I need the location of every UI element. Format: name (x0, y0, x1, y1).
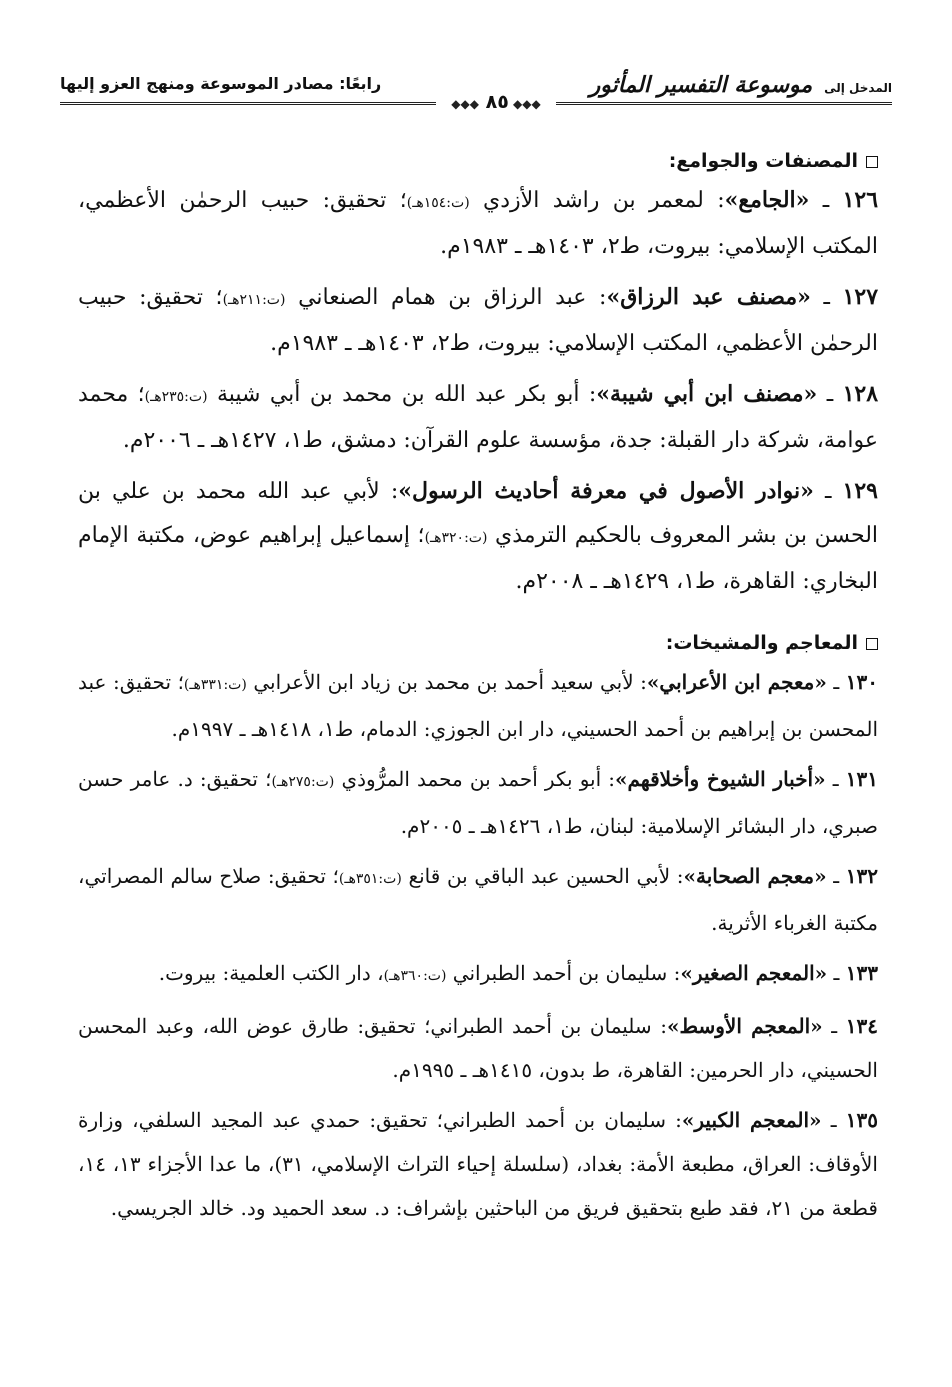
entry-number: ١٢٨ (842, 381, 879, 407)
death-date: (ت:٣٥١هـ) (338, 871, 402, 887)
entry-number: ١٣١ (845, 767, 878, 791)
death-date: (ت:٢١١هـ) (222, 292, 286, 308)
entry-text: : سليمان بن أحمد الطبراني؛ تحقيق: حمدي عبد المجيد السلفي، وزارة الأوقاف: العراق، مطبعة الأمة: بغداد، (سلسلة إحياء التراث الإسلامي، ٣١)، ما عدا الأجزاء ١٣، ١٤، قطعة من ٢١، فقد طبع بتحقيق فريق من الباحثين بإشراف: د. سعد الحميد ود. خالد الجريسي. (78, 1108, 878, 1220)
bibliography-entry: ١٣٣ ـ «المعجم الصغير»: سليمان بن أحمد الطبراني (ت:٣٦٠هـ)، دار الكتب العلمية: بيروت. (158, 961, 878, 985)
bibliography-entry: ١٢٨ ـ «مصنف ابن أبي شيبة»: أبو بكر عبد الله بن محمد بن أبي شيبة (ت:٢٣٥هـ)؛ محمد عوامة، شركة دار القبلة: جدة، مؤسسة علوم القرآن: دمشق، ط١، ١٤٢٧هـ ـ ٢٠٠٦م. (78, 381, 879, 453)
page-number: ٨٥ (485, 91, 509, 113)
entry-title: «مصنف عبد الرزاق» (606, 284, 811, 310)
page-body (78, 142, 878, 1236)
entry-text: ؛ تحقيق: عبد المحسن بن إبراهيم بن أحمد الحسيني، دار ابن الجوزي: الدمام، ط١، ١٤١٨هـ ـ ١٩٩٧م. (78, 670, 878, 741)
entry-text: ؛ تحقيق: د. عامر حسن صبري، دار البشائر الإسلامية: لبنان، ط١، ١٤٢٦هـ ـ ٢٠٠٥م. (78, 767, 878, 838)
entry-text: ؛ تحقيق: صلاح سالم المصراتي، مكتبة الغرباء الأثرية. (78, 864, 878, 935)
entry-text: : أبو بكر عبد الله بن محمد بن أبي شيبة (216, 382, 597, 407)
bibliography-entry: ١٣٢ ـ «معجم الصحابة»: لأبي الحسين عبد الباقي بن قانع (ت:٣٥١هـ)؛ تحقيق: صلاح سالم المصراتي، مكتبة الغرباء الأثرية. (78, 864, 878, 935)
bibliography-entry: ١٢٧ ـ «مصنف عبد الرزاق»: عبد الرزاق بن همام الصنعاني (ت:٢١١هـ)؛ تحقيق: حبيب الرحمٰن الأعظمي، المكتب الإسلامي: بيروت، ط٢، ١٤٠٣هـ ـ ١٩٨٣م. (78, 284, 879, 356)
bibliography-entry: ١٣٥ ـ «المعجم الكبير»: سليمان بن أحمد الطبراني؛ تحقيق: حمدي عبد المجيد السلفي، وزارة الأوقاف: العراق، مطبعة الأمة: بغداد، (سلسلة إحياء التراث الإسلامي، ٣١)، ما عدا الأجزاء ١٣، ١٤، قطعة من ٢١، فقد طبع بتحقيق فريق من الباحثين بإشراف: د. سعد الحميد ود. خالد الجريسي. (78, 1108, 879, 1220)
ornament-icon: ◆◆◆ (508, 97, 541, 111)
bibliography-entry: ١٢٩ ـ «نوادر الأصول في معرفة أحاديث الرسول»: لأبي عبد الله محمد بن علي بن الحسن بن بشر المعروف بالحكيم الترمذي (ت:٣٢٠هـ)؛ إسماعيل إبراهيم عوض، مكتبة الإمام البخاري: القاهرة، ط١، ١٤٢٩هـ ـ ٢٠٠٨م. (78, 478, 879, 594)
entry-text: : لمعمر بن راشد الأزدي (483, 188, 725, 213)
entry-number: ١٣٥ (845, 1108, 879, 1132)
entry-title: «أخبار الشيوخ وأخلاقهم» (615, 767, 826, 791)
bibliography-entry: ١٣١ ـ «أخبار الشيوخ وأخلاقهم»: أبو بكر أحمد بن محمد المرُّوذي (ت:٢٧٥هـ)؛ تحقيق: د. عامر حسن صبري، دار البشائر الإسلامية: لبنان، ط١، ١٤٢٦هـ ـ ٢٠٠٥م. (78, 767, 878, 838)
entry-text: : أبو بكر أحمد بن محمد المرُّوذي (341, 767, 616, 791)
entry-text: : عبد الرزاق بن همام الصنعاني (298, 285, 607, 310)
entry-title: «المعجم الأوسط» (667, 1014, 823, 1038)
entry-text: ، دار الكتب العلمية: بيروت. (158, 961, 384, 985)
section-heading (78, 144, 878, 178)
death-date: (ت:٣٦٠هـ) (383, 968, 447, 984)
section-spacer (78, 610, 878, 624)
bibliography-entry: ١٣٤ ـ «المعجم الأوسط»: سليمان بن أحمد الطبراني؛ تحقيق: طارق عوض الله، وعبد المحسن الحسيني، دار الحرمين: القاهرة، ط بدون، ١٤١٥هـ ـ ١٩٩٥م. (78, 1014, 878, 1082)
entry-number: ١٣٠ (845, 670, 878, 694)
entry-title: «مصنف ابن أبي شيبة» (596, 381, 818, 407)
section-heading-text: المعاجم والمشيخات: (665, 632, 858, 654)
book-title-header (590, 72, 892, 98)
square-bullet-icon (866, 638, 878, 650)
entry-text: : لأبي عبد الله محمد بن علي بن الحسن بن بشر المعروف بالحكيم الترمذي (78, 479, 879, 548)
entry-title: «نوادر الأصول في معرفة أحاديث الرسول» (398, 478, 814, 504)
entry-text: ؛ محمد عوامة، شركة دار القبلة: جدة، مؤسسة علوم القرآن: دمشق، ط١، ١٤٢٧هـ ـ ٢٠٠٦م. (78, 382, 878, 453)
section-heading-text: المصنفات والجوامع: (668, 150, 858, 172)
entry-text: : سليمان بن أحمد الطبراني؛ تحقيق: طارق عوض الله، وعبد المحسن الحسيني، دار الحرمين: القاهرة، ط بدون، ١٤١٥هـ ـ ١٩٩٥م. (78, 1014, 878, 1082)
death-date: (ت:١٥٤هـ) (406, 195, 470, 211)
page-number-box (436, 88, 556, 116)
entry-title: «المعجم الصغير» (680, 961, 828, 985)
entry-number: ١٣٤ (845, 1014, 878, 1038)
bibliography-entry: ١٣٠ ـ «معجم ابن الأعرابي»: لأبي سعيد أحمد بن محمد بن زياد ابن الأعرابي (ت:٣٣١هـ)؛ تحقيق: عبد المحسن بن إبراهيم بن أحمد الحسيني، دار ابن الجوزي: الدمام، ط١، ١٤١٨هـ ـ ١٩٩٧م. (78, 670, 878, 741)
entry-title: «المعجم الكبير» (681, 1108, 822, 1132)
entry-title: «معجم ابن الأعرابي» (646, 670, 827, 694)
section-heading (78, 626, 878, 660)
entry-text: ؛ تحقيق: حبيب الرحمٰن الأعظمي، المكتب الإسلامي: بيروت، ط٢، ١٤٠٣هـ ـ ١٩٨٣م. (78, 188, 878, 259)
entry-title: «معجم الصحابة» (683, 864, 827, 888)
running-header (60, 58, 892, 122)
ornament-icon: ◆◆◆ (451, 97, 479, 111)
death-date: (ت:٢٧٥هـ) (271, 774, 335, 790)
entry-text: ؛ إسماعيل إبراهيم عوض، مكتبة الإمام البخاري: القاهرة، ط١، ١٤٢٩هـ ـ ٢٠٠٨م. (78, 523, 878, 594)
entry-text: : لأبي سعيد أحمد بن محمد بن زياد ابن الأعرابي (253, 670, 647, 694)
entry-number: ١٢٦ (842, 187, 879, 213)
entry-text: : سليمان بن أحمد الطبراني (452, 961, 681, 985)
bibliography-entry: ١٢٦ ـ «الجامع»: لمعمر بن راشد الأزدي (ت:١٥٤هـ)؛ تحقيق: حبيب الرحمٰن الأعظمي، المكتب الإسلامي: بيروت، ط٢، ١٤٠٣هـ ـ ١٩٨٣م. (78, 187, 879, 259)
entry-title: «الجامع» (724, 187, 810, 213)
entry-number: ١٣٢ (845, 864, 878, 888)
entry-number: ١٣٣ (845, 961, 878, 985)
book-intro: المدخل إلى (824, 81, 892, 95)
entry-text: : لأبي الحسين عبد الباقي بن قانع (408, 864, 684, 888)
chapter-title: رابعًا: مصادر الموسوعة ومنهج العزو إليها (60, 74, 382, 93)
square-bullet-icon (866, 156, 878, 168)
entry-text: ؛ تحقيق: حبيب الرحمٰن الأعظمي، المكتب الإسلامي: بيروت، ط٢، ١٤٠٣هـ ـ ١٩٨٣م. (78, 285, 878, 356)
entry-number: ١٢٩ (842, 478, 878, 504)
book-title: موسوعة التفسير المأثور (589, 72, 813, 98)
death-date: (ت:٢٣٥هـ) (144, 389, 208, 405)
death-date: (ت:٣٣١هـ) (183, 677, 247, 693)
entry-number: ١٢٧ (842, 284, 879, 310)
death-date: (ت:٣٢٠هـ) (424, 530, 488, 546)
